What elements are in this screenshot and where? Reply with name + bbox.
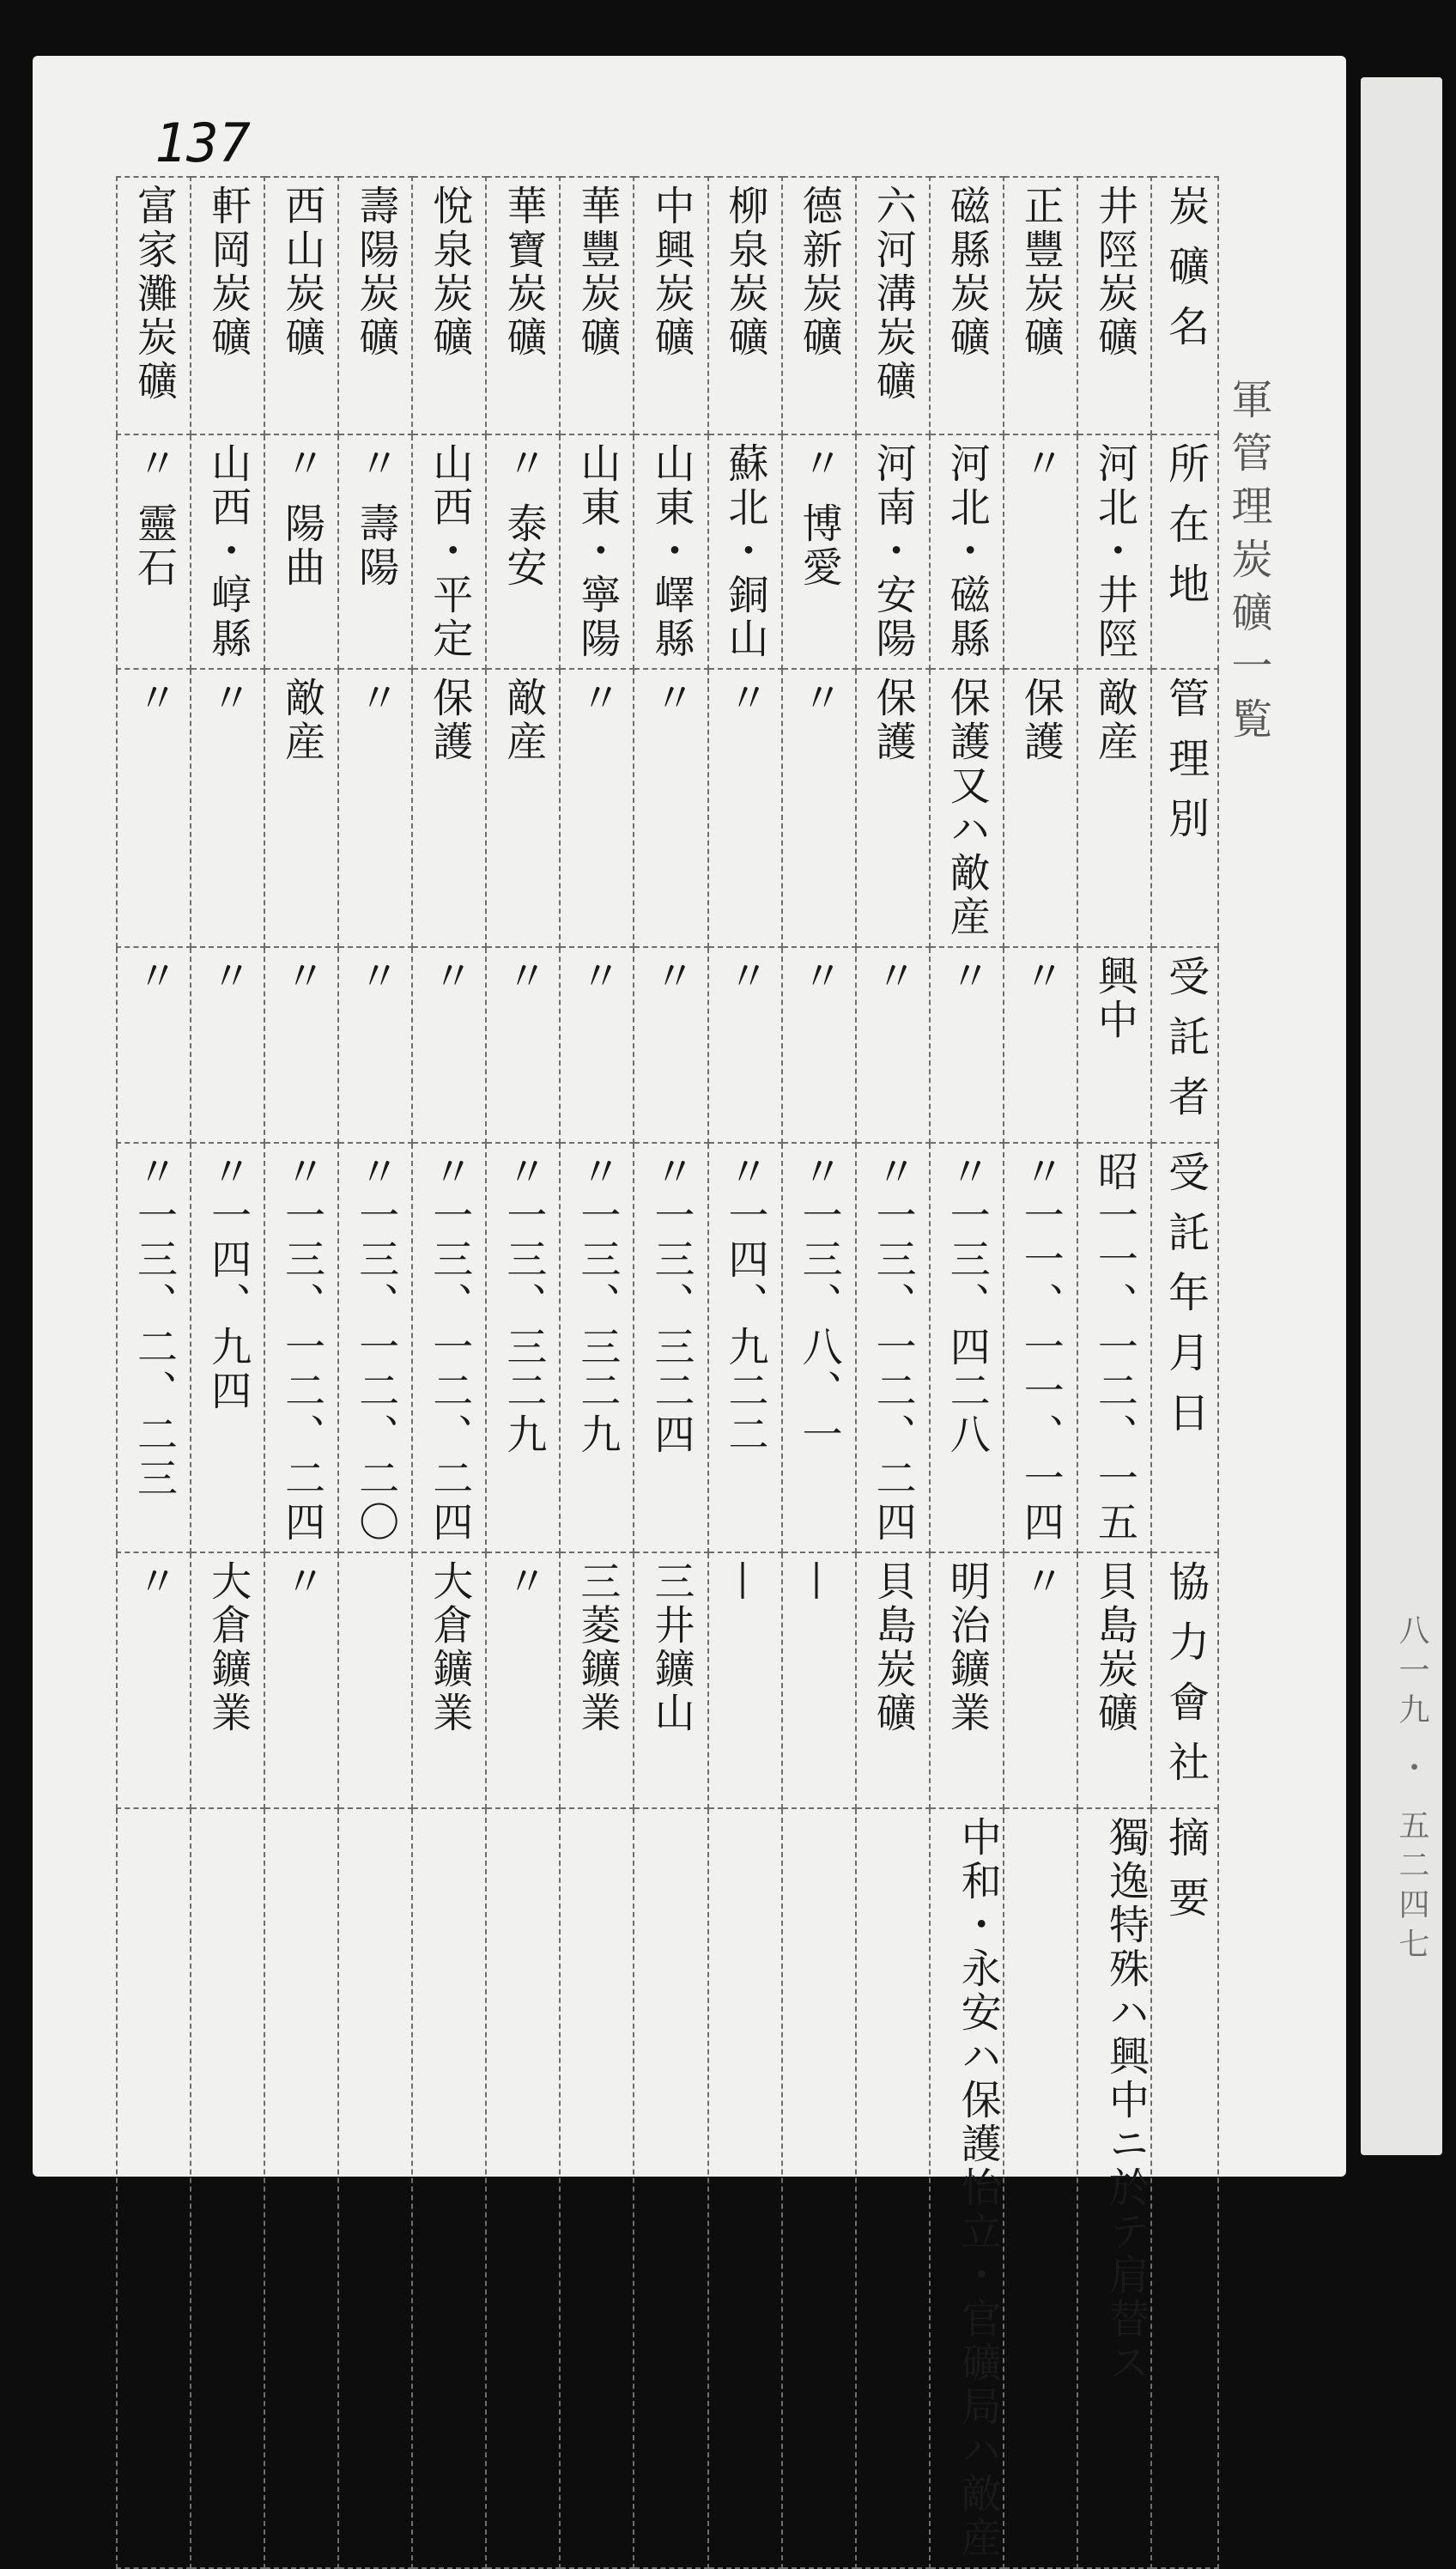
table-cell: [1004, 177, 1077, 434]
table-cell: [856, 669, 930, 947]
cell-text-location: 〃: [1016, 442, 1065, 486]
table-cell: [708, 947, 782, 1143]
table-line-location: [117, 434, 1218, 669]
table-cell: [412, 1552, 486, 1808]
cell-text-name: 磁縣炭礦: [943, 185, 991, 360]
table-line-date: [117, 1143, 1218, 1552]
table-cell: [412, 1808, 486, 2568]
cell-text-date: 〃一三、三二九: [500, 1151, 548, 1457]
header-label-coop: 協力會社: [1161, 1560, 1210, 1801]
cell-text-coop: 貝島炭礦: [1090, 1560, 1138, 1735]
table-cell: [338, 1808, 412, 2568]
header-label-date: 受託年月日: [1161, 1151, 1210, 1451]
cell-text-date: 〃一四、九二二: [721, 1151, 769, 1457]
table-cell: [264, 669, 338, 947]
table-cell: [338, 669, 412, 947]
cell-text-coop: 三菱鑛業: [573, 1560, 622, 1735]
table-cell: [1077, 1808, 1151, 2568]
cell-text-consignee: 〃: [647, 955, 695, 999]
table-cell: [117, 1143, 191, 1552]
table-cell: [264, 1143, 338, 1552]
cell-text-name: 軒岡炭礦: [204, 185, 252, 360]
coal-mine-table: [116, 176, 1219, 2569]
table-line-consignee: [117, 947, 1218, 1143]
cell-text-management: 〃: [721, 677, 769, 720]
table-cell: [412, 177, 486, 434]
table-cell: [338, 947, 412, 1143]
cell-text-management: 〃: [795, 677, 843, 720]
table-cell: [1077, 947, 1151, 1143]
cell-text-consignee: 〃: [721, 955, 769, 999]
table-cell: [117, 1808, 191, 2568]
cell-text-date: 昭一一、一二、一五: [1090, 1151, 1138, 1545]
table-cell: [856, 434, 930, 669]
table-cell: [486, 1808, 560, 2568]
table-cell: [1004, 1143, 1077, 1552]
table-cell: [930, 1808, 1004, 2568]
table-cell: [930, 434, 1004, 669]
cell-text-location: 〃 壽陽: [352, 442, 400, 590]
table-cell: [782, 1552, 856, 1808]
page-number: 137: [155, 112, 251, 174]
table-line-management: [117, 669, 1218, 947]
cell-text-coop: 〃: [130, 1560, 179, 1604]
cell-text-consignee: 〃: [795, 955, 843, 999]
cell-text-name: 華豐炭礦: [573, 185, 622, 360]
cell-text-note: 中和・永安ハ保護怡立・官礦局ハ敵産: [954, 1816, 1002, 2560]
cell-text-name: 六河溝炭礦: [869, 185, 917, 404]
cell-text-date: 〃一三、三二九: [573, 1151, 622, 1457]
header-label-consignee: 受託者: [1161, 955, 1210, 1135]
cell-text-date: 〃一三、一二、二四: [278, 1151, 326, 1545]
cell-text-consignee: 〃: [352, 955, 400, 999]
table-cell: [264, 1552, 338, 1808]
cell-text-coop: —: [795, 1560, 843, 1604]
table-cell: [708, 1143, 782, 1552]
table-cell: [634, 1808, 707, 2568]
table-cell: [1077, 177, 1151, 434]
table-cell: [782, 434, 856, 669]
table-cell: [560, 177, 634, 434]
table-cell: [338, 1552, 412, 1808]
table-cell: [856, 1143, 930, 1552]
table-cell: [486, 1143, 560, 1552]
cell-text-date: 〃一三、一二、二〇: [352, 1151, 400, 1545]
table-line-coop: [117, 1552, 1218, 1808]
cell-text-location: 〃 靈石: [130, 442, 179, 590]
table-cell: [486, 947, 560, 1143]
cell-text-name: 西山炭礦: [278, 185, 326, 360]
cell-text-location: 河北・磁縣: [943, 442, 991, 661]
cell-text-location: 〃 博愛: [795, 442, 843, 590]
cell-text-management: 敵産: [1090, 677, 1138, 764]
table-cell: [560, 947, 634, 1143]
cell-text-management: 〃: [647, 677, 695, 720]
table-cell: [1077, 434, 1151, 669]
table-cell: [117, 947, 191, 1143]
table-cell: [782, 1143, 856, 1552]
cell-text-location: 山東・寧陽: [573, 442, 622, 661]
cell-text-date: 〃一三、四二八: [943, 1151, 991, 1457]
table-cell: [782, 947, 856, 1143]
header-cell-coop: [1151, 1552, 1218, 1808]
header-cell-location: [1151, 434, 1218, 669]
header-label-management: 管理別: [1161, 677, 1210, 857]
table-cell: [708, 434, 782, 669]
cell-text-date: 〃一三、一二、二四: [426, 1151, 474, 1545]
cell-text-coop: 〃: [278, 1560, 326, 1604]
cell-text-management: 保護: [869, 677, 917, 764]
cell-text-coop: 〃: [500, 1560, 548, 1604]
cell-text-location: 〃 陽曲: [278, 442, 326, 590]
document-title: 軍管理炭礦一覧: [1224, 378, 1272, 750]
cell-text-date: 〃一三、一二、二四: [869, 1151, 917, 1545]
table-cell: [1004, 669, 1077, 947]
cell-text-coop: 〃: [1016, 1560, 1065, 1604]
table-cell: [486, 1552, 560, 1808]
table-cell: [708, 177, 782, 434]
cell-text-management: 保護又ハ敵産: [943, 677, 991, 939]
table-cell: [191, 1808, 264, 2568]
table-cell: [412, 669, 486, 947]
cell-text-coop: 明治鑛業: [943, 1560, 991, 1735]
table-cell: [412, 1143, 486, 1552]
cell-text-consignee: 〃: [1016, 955, 1065, 999]
cell-text-location: 山西・崞縣: [204, 442, 252, 661]
table-cell: [930, 1143, 1004, 1552]
table-cell: [1077, 1552, 1151, 1808]
table-cell: [634, 1552, 707, 1808]
table-cell: [560, 1143, 634, 1552]
table-cell: [560, 669, 634, 947]
cell-text-location: 蘇北・銅山: [721, 442, 769, 661]
table-cell: [782, 669, 856, 947]
cell-text-management: 〃: [352, 677, 400, 720]
cell-text-management: 〃: [573, 677, 622, 720]
cell-text-coop: 大倉鑛業: [426, 1560, 474, 1735]
cell-text-consignee: 〃: [500, 955, 548, 999]
table-cell: [1077, 1143, 1151, 1552]
cell-text-consignee: 〃: [943, 955, 991, 999]
table-cell: [338, 177, 412, 434]
table-cell: [560, 434, 634, 669]
table-cell: [486, 669, 560, 947]
table-cell: [708, 1808, 782, 2568]
cell-text-location: 河北・井陘: [1090, 442, 1138, 661]
cell-text-management: 敵産: [500, 677, 548, 764]
cell-text-consignee: 〃: [426, 955, 474, 999]
table-cell: [1004, 1552, 1077, 1808]
table-cell: [634, 177, 707, 434]
table-cell: [264, 177, 338, 434]
facing-page-text: 八一九 ・ 五二四七: [1394, 1614, 1429, 1967]
cell-text-management: 〃: [130, 677, 179, 720]
cell-text-name: 悅泉炭礦: [426, 185, 474, 360]
cell-text-name: 井陘炭礦: [1090, 185, 1138, 360]
table-cell: [191, 177, 264, 434]
cell-text-name: 壽陽炭礦: [352, 185, 400, 360]
cell-text-location: 〃 泰安: [500, 442, 548, 590]
table-cell: [856, 1552, 930, 1808]
cell-text-date: 〃一一、一一、一四: [1016, 1151, 1065, 1545]
table-cell: [338, 1143, 412, 1552]
table-cell: [634, 434, 707, 669]
table-cell: [1004, 947, 1077, 1143]
header-label-note: 摘要: [1161, 1816, 1210, 1936]
table-cell: [782, 1808, 856, 2568]
table-cell: [708, 1552, 782, 1808]
table-cell: [191, 669, 264, 947]
table-cell: [412, 434, 486, 669]
table-cell: [264, 947, 338, 1143]
cell-text-management: 〃: [204, 677, 252, 720]
cell-text-name: 華寶炭礦: [500, 185, 548, 360]
table-cell: [117, 1552, 191, 1808]
table-cell: [264, 1808, 338, 2568]
table-cell: [486, 434, 560, 669]
header-label-location: 所在地: [1161, 442, 1210, 623]
table-cell: [1077, 669, 1151, 947]
cell-text-consignee: 〃: [278, 955, 326, 999]
table-cell: [191, 434, 264, 669]
table-cell: [338, 434, 412, 669]
table-cell: [264, 434, 338, 669]
table-cell: [930, 669, 1004, 947]
table-cell: [930, 1552, 1004, 1808]
table-line-name: [117, 177, 1218, 434]
cell-text-note: 獨逸特殊ハ興中ニ於テ肩替ス: [1102, 1816, 1150, 2385]
cell-text-consignee: 〃: [204, 955, 252, 999]
table-cell: [560, 1808, 634, 2568]
table-cell: [634, 669, 707, 947]
cell-text-date: 〃一三、八、一: [795, 1151, 843, 1457]
header-cell-note: [1151, 1808, 1218, 2568]
header-cell-consignee: [1151, 947, 1218, 1143]
cell-text-date: 〃一四、九四: [204, 1151, 252, 1413]
cell-text-location: 山西・平定: [426, 442, 474, 661]
table-cell: [634, 1143, 707, 1552]
table-cell: [191, 947, 264, 1143]
cell-text-consignee: 〃: [869, 955, 917, 999]
table-cell: [412, 947, 486, 1143]
table-cell: [560, 1552, 634, 1808]
cell-text-date: 〃一三、二、二三: [130, 1151, 179, 1501]
table-cell: [856, 947, 930, 1143]
cell-text-location: 河南・安陽: [869, 442, 917, 661]
cell-text-location: 山東・嶧縣: [647, 442, 695, 661]
header-cell-management: [1151, 669, 1218, 947]
table-cell: [191, 1552, 264, 1808]
table-cell: [117, 669, 191, 947]
table-cell: [782, 177, 856, 434]
cell-text-name: 中興炭礦: [647, 185, 695, 360]
table-cell: [117, 434, 191, 669]
table-cell: [930, 177, 1004, 434]
cell-text-management: 保護: [426, 677, 474, 764]
table-cell: [856, 177, 930, 434]
cell-text-coop: 大倉鑛業: [204, 1560, 252, 1735]
cell-text-coop: 貝島炭礦: [869, 1560, 917, 1735]
table-cell: [1004, 434, 1077, 669]
table-cell: [634, 947, 707, 1143]
table-cell: [117, 177, 191, 434]
table-line-note: [117, 1808, 1218, 2568]
cell-text-management: 保護: [1016, 677, 1065, 764]
table-cell: [856, 1808, 930, 2568]
header-cell-name: [1151, 177, 1218, 434]
table-cell: [1004, 1808, 1077, 2568]
table-cell: [708, 669, 782, 947]
table-cell: [486, 177, 560, 434]
cell-text-coop: 三井鑛山: [647, 1560, 695, 1735]
cell-text-name: 德新炭礦: [795, 185, 843, 360]
cell-text-date: 〃一三、三二四: [647, 1151, 695, 1457]
cell-text-name: 富家灘炭礦: [130, 185, 179, 404]
table-cell: [930, 947, 1004, 1143]
cell-text-consignee: 〃: [130, 955, 179, 999]
cell-text-consignee: 〃: [573, 955, 622, 999]
cell-text-consignee: 興中: [1090, 955, 1138, 1042]
header-label-name: 炭礦名: [1161, 185, 1210, 365]
cell-text-management: 敵産: [278, 677, 326, 764]
header-cell-date: [1151, 1143, 1218, 1552]
cell-text-name: 柳泉炭礦: [721, 185, 769, 360]
cell-text-coop: —: [721, 1560, 769, 1604]
table-cell: [191, 1143, 264, 1552]
cell-text-name: 正豐炭礦: [1016, 185, 1065, 360]
